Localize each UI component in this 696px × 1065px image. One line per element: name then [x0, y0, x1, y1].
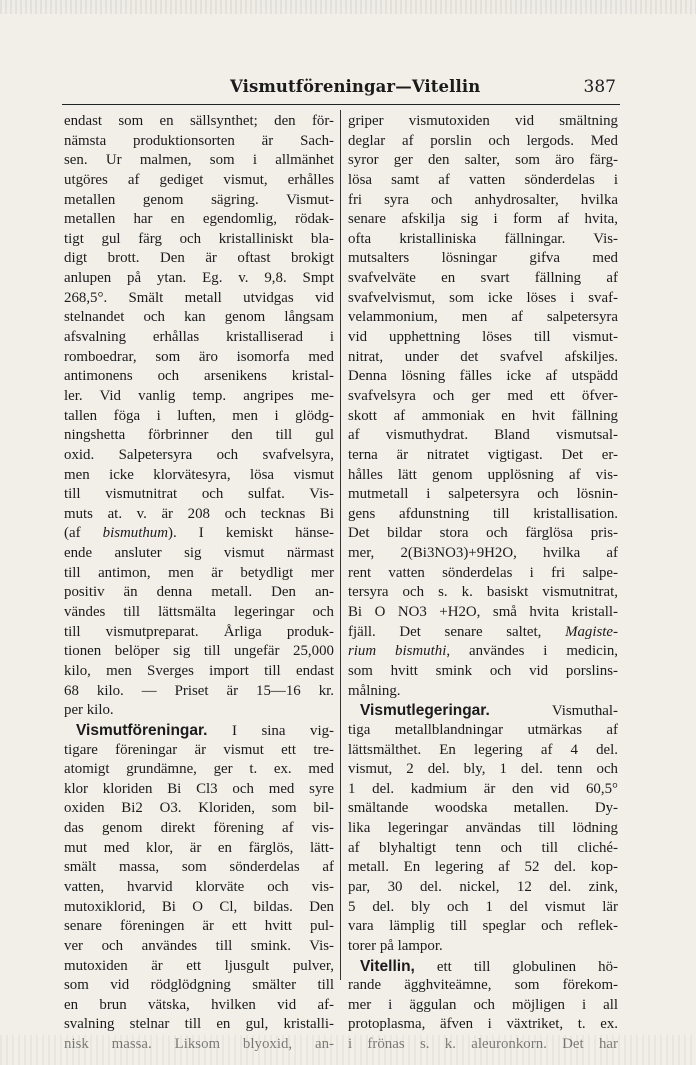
text-fragment: svafvelväte en svart fällning af	[348, 270, 618, 287]
text-fragment: mer, 2(Bi3NO3)+9H2O, hvilka af	[348, 545, 618, 562]
text-fragment: senare föreningen är ett hvitt pul-	[64, 918, 334, 935]
text-line	[64, 171, 334, 191]
text-line	[64, 760, 334, 780]
text-fragment: vatten, hvarvid klorväte och vis-	[64, 878, 334, 895]
text-line	[64, 446, 334, 466]
text-fragment: per kilo.	[64, 702, 114, 719]
text-line	[64, 1015, 334, 1035]
text-line	[348, 367, 618, 387]
text-line	[64, 799, 334, 819]
text-line	[64, 269, 334, 289]
text-line	[64, 426, 334, 446]
text-line	[64, 210, 334, 230]
text-line	[348, 485, 618, 505]
text-line	[64, 858, 334, 878]
text-fragment: antimonens och arsenikens kristal-	[64, 368, 334, 385]
text-line	[64, 466, 334, 486]
text-line	[348, 898, 618, 918]
text-fragment: mutoxiden är ett ljusgult pulver,	[64, 957, 334, 974]
text-fragment: stelnandet och kan genom långsam	[64, 309, 334, 326]
text-line	[348, 642, 618, 662]
text-line	[348, 623, 618, 643]
text-line	[64, 878, 334, 898]
text-fragment: oxiden Bi2 O3. Kloriden, som bil-	[64, 800, 334, 817]
text-line	[64, 564, 334, 584]
text-fragment: Det bildar stora och färglösa pris-	[348, 525, 618, 542]
text-fragment: utgöres af gediget vismut, erhålles	[64, 171, 334, 188]
text-fragment: svafvelsyra och ger med ett öfver-	[348, 387, 618, 404]
text-fragment: anlupen på ytan. Eg. v. 9,8. Smpt	[64, 270, 334, 287]
text-line	[348, 937, 618, 957]
text-fragment: par, 30 del. nickel, 12 del. zink,	[348, 878, 618, 895]
text-line	[348, 878, 618, 898]
text-fragment: metallen genom sägring. Vismut-	[64, 191, 334, 208]
text-line	[348, 564, 618, 584]
text-fragment: torer på lampor.	[348, 937, 443, 954]
text-fragment: Vismuthal-	[489, 703, 618, 720]
text-fragment: skott af ammoniak en hvit fällning	[348, 407, 618, 424]
page-bottom-edge	[0, 1035, 696, 1065]
text-line	[64, 308, 334, 328]
text-fragment: romboedrar, som äro isomorfa med	[64, 348, 334, 365]
text-fragment: das genom direkt förening af vis-	[64, 820, 334, 837]
text-line	[348, 387, 618, 407]
text-line	[348, 171, 618, 191]
text-fragment: tionen belöper sig till ungefär 25,000	[64, 643, 334, 660]
text-line	[348, 701, 618, 721]
text-line	[348, 682, 618, 702]
text-line	[64, 741, 334, 761]
text-fragment: en brun vätska, hvilken vid af-	[64, 996, 334, 1013]
text-fragment: till antimon, men är betydligt mer	[64, 564, 334, 581]
text-line	[64, 721, 334, 741]
text-line	[348, 348, 618, 368]
text-line	[64, 249, 334, 269]
text-line	[64, 996, 334, 1016]
text-fragment: metallen har en egendomlig, rödak-	[64, 211, 334, 228]
italic-term: bismuthum	[102, 525, 168, 542]
text-line	[348, 603, 618, 623]
text-line	[348, 917, 618, 937]
text-line	[348, 957, 618, 977]
page-number: 387	[583, 77, 616, 97]
entry-heading: Vismutföreningar.	[76, 721, 208, 739]
text-fragment: vara lämplig till speglar och reflek-	[348, 918, 618, 935]
text-fragment: vismut, 2 del. bly, 1 del. tenn och	[348, 761, 618, 778]
text-fragment: hålles lätt genom upplösning af vis-	[348, 466, 618, 483]
text-line	[348, 799, 618, 819]
text-fragment: till vismutpreparat. Årliga produk-	[64, 623, 334, 640]
text-fragment: oxid. Salpetersyra och svafvelsyra,	[64, 446, 334, 463]
text-line	[64, 387, 334, 407]
text-fragment: endast som en sällsynthet; den för-	[64, 113, 334, 129]
text-line	[348, 839, 618, 859]
text-line	[348, 721, 618, 741]
text-line	[348, 760, 618, 780]
text-fragment: af vismuthydrat. Bland vismutsal-	[348, 427, 618, 444]
text-fragment: sen. Ur malmen, som i allmänhet	[64, 152, 334, 169]
text-fragment: ver och användes till smink. Vis-	[64, 937, 334, 954]
text-line	[348, 289, 618, 309]
text-fragment: ofta kristalliniska fällningar. Vis-	[348, 230, 618, 247]
text-fragment: tigt gul färg och kristalliniskt bla-	[64, 230, 334, 247]
text-fragment: ). I kemiskt hänse-	[168, 525, 334, 542]
text-line	[348, 132, 618, 152]
text-fragment: (af	[64, 525, 103, 542]
text-line	[64, 819, 334, 839]
left-column	[64, 112, 334, 1055]
text-line	[64, 505, 334, 525]
text-fragment: mutmetall i salpetersyra och lösnin-	[348, 486, 618, 503]
text-fragment: 1 del. kadmium är den vid 60,5°	[348, 780, 618, 797]
text-fragment: ningshetta förbrinner den till gul	[64, 427, 334, 444]
italic-term: Magiste-	[565, 623, 618, 640]
text-fragment: syror ger den salter, som äro färg-	[348, 152, 618, 169]
text-fragment: afsvalning erhållas kristalliserad i	[64, 329, 334, 346]
text-fragment: tiga metallblandningar utmärkas af	[348, 721, 618, 738]
text-fragment: som hvitt smink och vid porslins-	[348, 662, 618, 679]
text-fragment: rande ägghviteämne, som förekom-	[348, 977, 618, 994]
text-fragment: terna är nitratet vigtigast. Det er-	[348, 446, 618, 463]
text-line	[348, 151, 618, 171]
text-line	[348, 269, 618, 289]
text-line	[64, 976, 334, 996]
text-line	[348, 524, 618, 544]
text-fragment: af blyhaltigt tenn och till cliché-	[348, 839, 618, 856]
text-line	[348, 466, 618, 486]
text-line	[348, 210, 618, 230]
text-line	[64, 839, 334, 859]
text-line	[64, 132, 334, 152]
text-fragment: som vid rödglödgning smälter till	[64, 977, 334, 994]
text-line	[64, 642, 334, 662]
column-divider	[340, 110, 341, 980]
text-fragment: lättsmälthet. En legering af 4 del.	[348, 741, 618, 758]
text-fragment: 68 kilo. — Priset är 15—16 kr.	[64, 682, 334, 699]
entry-heading: Vismutlegeringar.	[360, 702, 490, 720]
text-fragment: senare afskilja sig i form af hvita,	[348, 211, 618, 228]
text-fragment: mutoxiklorid, Bi O Cl, bildas. Den	[64, 898, 334, 915]
text-fragment: , användes i medicin,	[446, 643, 619, 660]
text-fragment: vändes till lättsmälta legeringar och	[64, 604, 334, 621]
text-line	[348, 583, 618, 603]
text-line	[348, 230, 618, 250]
text-fragment: rent vatten sönderdelas i fri salpe-	[348, 564, 618, 581]
entry-heading: Vitellin,	[360, 957, 415, 975]
running-title: Vismutföreningar—Vitellin	[230, 77, 481, 96]
text-fragment: atomigt grundämne, ger t. ex. med	[64, 761, 334, 778]
text-line	[64, 524, 334, 544]
text-fragment: Bi O NO3 +H2O, små hvita kristall-	[348, 604, 618, 621]
text-fragment: nisk massa. Liksom blyoxid, an-	[64, 1036, 334, 1053]
text-fragment: ler. Vid vanlig temp. angripes me-	[64, 387, 334, 404]
text-line	[64, 112, 334, 132]
text-fragment: svalning stelnar till en gul, kristalli-	[64, 1016, 334, 1033]
text-fragment: Denna lösning fälles icke af utspädd	[348, 368, 618, 385]
text-fragment: metall. En legering af 52 del. kop-	[348, 859, 618, 876]
text-fragment: mer i äggulan och möjligen i all	[348, 996, 618, 1013]
text-line	[348, 780, 618, 800]
text-fragment: 5 del. bly och 1 del vismut lär	[348, 898, 618, 915]
text-line	[348, 819, 618, 839]
text-line	[64, 407, 334, 427]
text-fragment: mutsalters lösningar gifva med	[348, 250, 618, 267]
text-line	[64, 230, 334, 250]
text-line	[348, 191, 618, 211]
text-line	[64, 898, 334, 918]
text-fragment: tigare föreningar är vismut ett tre-	[64, 741, 334, 758]
text-fragment: nämsta produktionsorten är Sach-	[64, 132, 334, 149]
text-line	[348, 426, 618, 446]
text-line	[348, 858, 618, 878]
text-fragment: lika legeringar användas till lödning	[348, 820, 618, 837]
text-line	[64, 485, 334, 505]
text-line	[64, 957, 334, 977]
text-line	[348, 544, 618, 564]
text-fragment: deglar af porslin och lergods. Med	[348, 132, 618, 149]
text-fragment: klor kloriden Bi Cl3 och med syre	[64, 780, 334, 797]
text-fragment: digt brott. Den är oftast brokigt	[64, 250, 334, 267]
text-fragment: mut med klor, är en färglös, lätt-	[64, 839, 334, 856]
text-fragment: till vismutnitrat och sulfat. Vis-	[64, 486, 334, 503]
text-line	[348, 662, 618, 682]
text-line	[64, 544, 334, 564]
text-line	[348, 996, 618, 1016]
text-fragment: men icke klorvätesyra, lösa vismut	[64, 466, 334, 483]
text-line	[64, 348, 334, 368]
text-line	[348, 976, 618, 996]
italic-term: rium bismuthi	[348, 643, 447, 660]
text-fragment: svafvelvismut, som icke löses i svaf-	[348, 289, 618, 306]
text-line	[64, 937, 334, 957]
text-line	[348, 446, 618, 466]
text-line	[64, 328, 334, 348]
right-column	[348, 112, 618, 1055]
text-fragment: nitrat, under det svafvel afskiljes.	[348, 348, 618, 365]
text-line	[64, 623, 334, 643]
text-fragment: gens afdunstning till kristallisation.	[348, 505, 618, 522]
text-line	[64, 289, 334, 309]
text-line	[64, 682, 334, 702]
text-fragment: kilo, men Sverges import till endast	[64, 662, 334, 679]
text-line	[348, 741, 618, 761]
text-line	[64, 917, 334, 937]
text-line	[64, 701, 334, 721]
text-line	[64, 583, 334, 603]
text-fragment: ett till globulinen hö-	[414, 958, 618, 975]
text-fragment: smältande woodska metallen. Dy-	[348, 800, 618, 817]
text-line	[348, 112, 618, 132]
text-line	[64, 151, 334, 171]
text-fragment: fri syra och anhydrosalter, hvilka	[348, 191, 618, 208]
text-fragment: tersyra och s. k. basiskt vismutnitrat,	[348, 584, 618, 601]
text-line	[64, 191, 334, 211]
header-rule	[62, 104, 620, 105]
text-fragment: muts at. v. är 208 och tecknas Bi	[64, 505, 334, 522]
text-fragment: vid upphettning löses till vismut-	[348, 329, 618, 346]
text-fragment: velammonium, men af salpetersyra	[348, 309, 618, 326]
text-fragment: 268,5°. Smält metall utvidgas vid	[64, 289, 334, 306]
text-fragment: griper vismutoxiden vid smältning	[348, 113, 618, 129]
text-line	[64, 780, 334, 800]
text-line	[348, 328, 618, 348]
text-line	[348, 407, 618, 427]
text-fragment: målning.	[348, 682, 401, 699]
text-line	[64, 603, 334, 623]
text-line	[348, 249, 618, 269]
page-header	[62, 76, 618, 102]
text-fragment: I sina vig-	[207, 722, 334, 739]
text-line	[348, 505, 618, 525]
text-fragment: protoplasma, äfven i växtriket, t. ex.	[348, 1016, 618, 1033]
text-fragment: ende ansluter sig vismut närmast	[64, 545, 334, 562]
text-fragment: fjäll. Det senare saltet,	[348, 623, 566, 640]
text-fragment: tallen föga i luften, men i glödg-	[64, 407, 334, 424]
text-fragment: i frönas s. k. aleuronkorn. Det har	[348, 1036, 618, 1053]
text-line	[348, 308, 618, 328]
text-line	[348, 1015, 618, 1035]
text-line	[64, 662, 334, 682]
text-line	[64, 367, 334, 387]
text-fragment: smält massa, som sönderdelas af	[64, 859, 334, 876]
page-top-edge	[0, 0, 696, 14]
text-fragment: lösa samt af vatten sönderdelas i	[348, 171, 618, 188]
text-fragment: positiv än denna metall. Den an-	[64, 584, 334, 601]
